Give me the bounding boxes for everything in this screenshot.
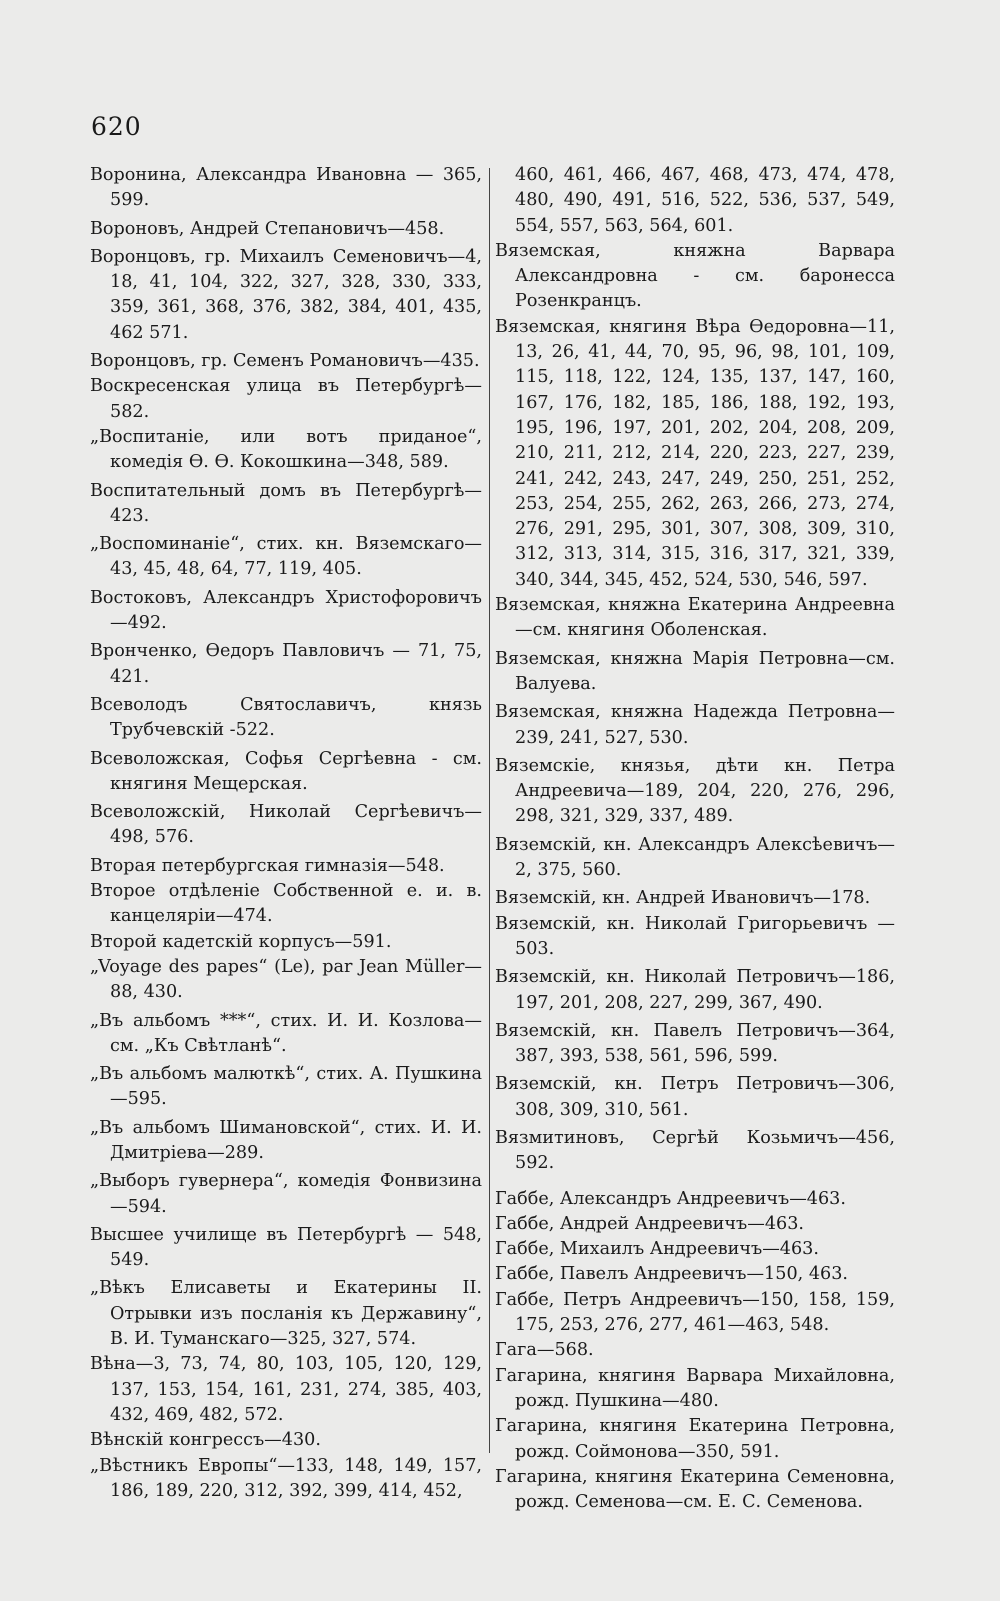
index-entry: Габбе, Петръ Андреевичъ—150, 158, 159, 175, 253, 276, 277, 461—463, 548. [495,1289,895,1336]
index-entry: Воронцовъ, гр. Михаилъ Семеновичъ—4, 18, 41, 104, 322, 327, 328, 330, 333, 359, 361, 368, 376, 382, 384, 401, 435, 462 571. [90,246,482,343]
index-column-right [495,163,895,1515]
index-entry: „Вѣстникъ Европы“—133, 148, 149, 157, 186, 189, 220, 312, 392, 399, 414, 452, [90,1455,482,1501]
index-entry: Высшее училище въ Петербургѣ — 548, 549. [90,1224,482,1271]
index-entry: Гагарина, княгиня Варвара Михайловна, рожд. Пушкина—480. [495,1365,895,1411]
index-entry: Всеволожская, Софья Сергѣевна - см. княгиня Мещерская. [90,748,482,794]
index-entry: Всеволожскій, Николай Сергѣевичъ—498, 576. [90,802,482,848]
index-entry: Вяземскій, кн. Андрей Ивановичъ—178. [495,888,871,909]
index-entry: Второе отдѣленіе Собственной е. и. в. канцеляріи—474. [90,881,482,927]
index-entry: Воскресенская улица въ Петербургѣ—582. [90,376,482,422]
index-entry: Вяземская, княжна Марія Петровна—см. Валуева. [495,648,895,694]
index-entry: Вяземскій, кн. Николай Григорьевичъ — 503. [495,913,895,959]
index-entry: Вяземская, княжна Варвара Александровна - см. баронесса Розенкранцъ. [495,240,895,312]
page-number: 620 [91,112,142,141]
index-entry: Вяземскіе, князья, дѣти кн. Петра Андреевича—189, 204, 220, 276, 296, 298, 321, 329, 337, 489. [495,755,895,827]
index-entry: „Воспоминаніе“, стих. кн. Вяземскаго—43, 45, 48, 64, 77, 119, 405. [90,534,482,580]
index-entry: Вязмитиновъ, Сергѣй Козьмичъ—456, 592. [495,1127,895,1174]
index-entry: Вяземская, княжна Екатерина Андреевна—см. княгиня Оболенская. [495,595,895,641]
index-entry: Всеволодъ Святославичъ, князь Трубчевскій -522. [90,694,482,741]
index-entry: Воронцовъ, гр. Семенъ Романовичъ—435. [90,351,480,372]
index-entry: „Выборъ гувернера“, комедія Фонвизина—594. [90,1171,482,1217]
index-entry: Воронина, Александра Ивановна — 365, 599. [90,165,482,211]
index-entry: Габбе, Павелъ Андреевичъ—150, 463. [495,1264,848,1285]
index-entry: „Voyage des papes“ (Le), par Jean Müller—88, 430. [90,956,482,1003]
index-entry: Вяземскій, кн. Александръ Алексѣевичъ—2, 375, 560. [495,834,895,881]
index-entry: Вронченко, Ѳедоръ Павловичъ — 71, 75, 421. [90,641,482,687]
index-entry: Габбе, Михаилъ Андреевичъ—463. [495,1239,819,1260]
index-entry: Вяземская, княжна Надежда Петровна—239, 241, 527, 530. [495,702,895,748]
index-entry: Вяземскій, кн. Николай Петровичъ—186, 197, 201, 208, 227, 299, 367, 490. [495,967,895,1013]
index-entry-section-start: Габбе, Александръ Андреевичъ—463. [495,1188,846,1209]
column-divider [489,168,490,1453]
index-column-left [90,163,482,1504]
index-entry: Гага—568. [495,1340,594,1361]
index-entry: Вяземская, княгиня Вѣра Ѳедоровна—11, 13, 26, 41, 44, 70, 95, 96, 98, 101, 109, 115, 118, 122, 124, 135, 137, 147, 160, 167, 176, 182, 185, 186, 188, 192, 193, 195, 196, 197, 201, 202, 204, 208, 209, 210, 211, 212, 214, 220, 223, 227, 239, 241, 242, 243, 247, 249, 250, 251, 252, 253, 254, 255, 262, 263, 266, 273, 274, 276, 291, 295, 301, 307, 308, 309, 310, 312, 313, 314, 315, 316, 317, 321, 339, 340, 344, 345, 452, 524, 530, 546, 597. [495,316,895,590]
index-entry: Вѣнскій конгрессъ—430. [90,1430,321,1451]
index-entry: „Воспитаніе, или вотъ приданое“, комедія Ѳ. Ѳ. Кокошкина—348, 589. [90,426,482,473]
index-entry: „Вѣкъ Елисаветы и Екатерины II. Отрывки изъ посланія къ Державину“, В. И. Туманскаго—325, 327, 574. [90,1278,482,1350]
index-entry-continuation: 460, 461, 466, 467, 468, 473, 474, 478, 480, 490, 491, 516, 522, 536, 537, 549, 554, 557, 563, 564, 601. [515,165,895,236]
index-entry: Гагарина, княгиня Екатерина Семеновна, рожд. Семенова—см. Е. С. Семенова. [495,1466,895,1513]
index-entry: Вороновъ, Андрей Степановичъ—458. [90,218,445,239]
index-entry: „Въ альбомъ Шимановской“, стих. И. И. Дмитріева—289. [90,1117,482,1163]
index-entry: Востоковъ, Александръ Христофоровичъ—492. [90,587,482,634]
index-entry: Габбе, Андрей Андреевичъ—463. [495,1213,804,1234]
index-entry: „Въ альбомъ малюткѣ“, стих. А. Пушкина—595. [90,1064,482,1110]
index-entry: Воспитательный домъ въ Петербургѣ—423. [90,480,482,526]
index-entry: Второй кадетскій корпусъ—591. [90,931,392,952]
index-entry: Вяземскій, кн. Павелъ Петровичъ—364, 387, 393, 538, 561, 596, 599. [495,1020,895,1067]
index-entry: „Въ альбомъ ***“, стих. И. И. Козлова—см. „Къ Свѣтланѣ“. [90,1010,482,1056]
index-entry: Вѣна—3, 73, 74, 80, 103, 105, 120, 129, 137, 153, 154, 161, 231, 274, 385, 403, 432, 469, 482, 572. [90,1354,482,1425]
index-entry: Вяземскій, кн. Петръ Петровичъ—306, 308, 309, 310, 561. [495,1074,895,1120]
index-entry: Вторая петербургская гимназія—548. [90,855,445,876]
index-entry: Гагарина, княгиня Екатерина Петровна, рожд. Соймонова—350, 591. [495,1416,895,1462]
